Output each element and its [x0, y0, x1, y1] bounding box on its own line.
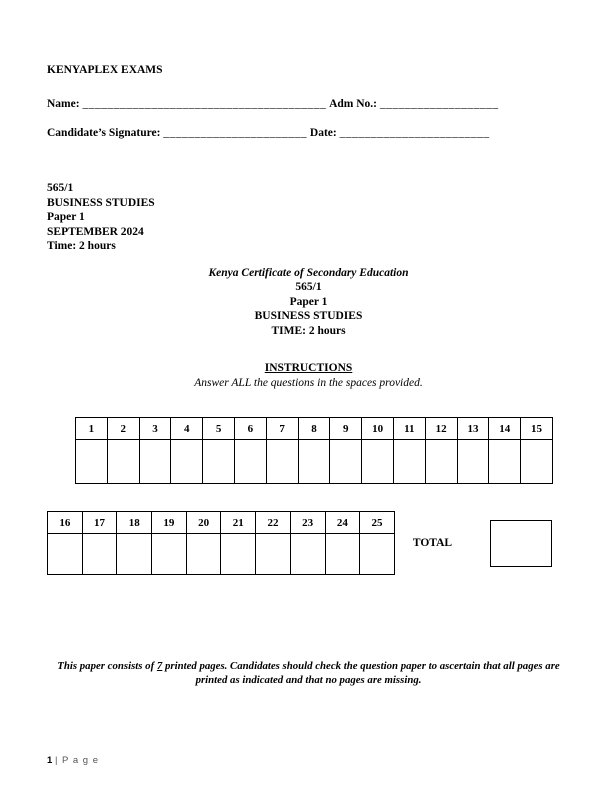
page-number-value: 1	[47, 755, 55, 766]
certificate-paper: Paper 1	[289, 295, 328, 308]
score-cell	[521, 440, 553, 484]
marks-grid2-header-row	[48, 512, 395, 534]
certificate-title-block	[47, 266, 570, 339]
exam-board-title: KENYAPLEX EXAMS	[47, 64, 163, 76]
paper-number: Paper 1	[47, 211, 85, 223]
paper-subject: BUSINESS STUDIES	[47, 196, 155, 209]
paper-session: SEPTEMBER 2024	[47, 225, 144, 238]
q-number-cell: 9	[330, 418, 362, 440]
score-cell	[221, 534, 256, 575]
score-cell	[298, 440, 330, 484]
score-cell	[330, 440, 362, 484]
q-number-cell: 11	[393, 418, 425, 440]
adm-no-label: Adm No.:	[329, 98, 377, 110]
q-number-cell: 24	[325, 512, 360, 534]
q-number-cell: 20	[186, 512, 221, 534]
q-number-cell: 25	[360, 512, 395, 534]
q-number-cell: 22	[256, 512, 291, 534]
score-cell	[256, 534, 291, 575]
score-cell	[117, 534, 152, 575]
signature-date-line	[47, 127, 570, 139]
q-number-cell: 6	[234, 418, 266, 440]
score-cell	[152, 534, 187, 575]
score-cell	[234, 440, 266, 484]
paper-details-block	[47, 181, 570, 254]
score-cell	[457, 440, 489, 484]
score-cell	[393, 440, 425, 484]
score-cell	[325, 534, 360, 575]
q-number-cell: 12	[425, 418, 457, 440]
marks-grid-questions-1-15	[75, 417, 553, 484]
certificate-time: TIME: 2 hours	[271, 324, 346, 337]
q-number-cell: 21	[221, 512, 256, 534]
instructions-text: Answer ALL the questions in the spaces provided.	[194, 377, 423, 389]
q-number-cell: 8	[298, 418, 330, 440]
q-number-cell: 4	[171, 418, 203, 440]
certificate-subject: BUSINESS STUDIES	[254, 310, 363, 322]
q-number-cell: 15	[521, 418, 553, 440]
marks-grid1-header-row	[76, 418, 553, 440]
total-score-box	[490, 520, 552, 567]
total-label: TOTAL	[412, 537, 453, 549]
marks-grid1-score-row	[76, 440, 553, 484]
pages-note-post: printed pages. Candidates should check the question paper to ascertain that all pages are printed as indicated and that no pages are missing.	[162, 660, 560, 686]
q-number-cell: 13	[457, 418, 489, 440]
instructions-block	[47, 362, 570, 389]
score-cell	[203, 440, 235, 484]
q-number-cell: 5	[203, 418, 235, 440]
date-blank-line: ________________________	[339, 127, 490, 139]
score-cell	[76, 440, 108, 484]
score-cell	[360, 534, 395, 575]
q-number-cell: 19	[152, 512, 187, 534]
q-number-cell: 23	[290, 512, 325, 534]
score-cell	[489, 440, 521, 484]
date-label: Date:	[309, 127, 337, 139]
q-number-cell: 18	[117, 512, 152, 534]
score-cell	[266, 440, 298, 484]
paper-time: Time: 2 hours	[47, 240, 116, 252]
score-cell	[362, 440, 394, 484]
adm-no-blank-line: ___________________	[379, 98, 499, 110]
certificate-code: 565/1	[295, 281, 322, 293]
q-number-cell: 17	[82, 512, 117, 534]
q-number-cell: 3	[139, 418, 171, 440]
q-number-cell: 16	[48, 512, 83, 534]
q-number-cell: 10	[362, 418, 394, 440]
pages-check-note	[47, 660, 570, 687]
certificate-title: Kenya Certificate of Secondary Education	[208, 266, 409, 279]
score-cell	[186, 534, 221, 575]
signature-blank-line: _______________________	[163, 127, 308, 139]
pages-note-pre: This paper consists of	[57, 660, 157, 672]
score-cell	[290, 534, 325, 575]
page-number-suffix: | P a g e	[54, 755, 99, 766]
q-number-cell: 2	[107, 418, 139, 440]
score-cell	[107, 440, 139, 484]
marks-grid-questions-16-25	[47, 511, 395, 575]
marks-grid2-score-row	[48, 534, 395, 575]
score-cell	[139, 440, 171, 484]
signature-label: Candidate’s Signature:	[47, 127, 161, 139]
q-number-cell: 14	[489, 418, 521, 440]
score-cell	[82, 534, 117, 575]
paper-code: 565/1	[47, 182, 74, 194]
name-adm-line	[47, 98, 570, 110]
q-number-cell: 7	[266, 418, 298, 440]
score-cell	[171, 440, 203, 484]
q-number-cell: 1	[76, 418, 108, 440]
instructions-title: INSTRUCTIONS	[264, 362, 353, 374]
page-number	[47, 755, 99, 766]
pages-count: 7	[156, 660, 163, 672]
score-cell	[425, 440, 457, 484]
name-blank-line: _______________________________________	[82, 98, 327, 110]
name-label: Name:	[47, 98, 80, 110]
score-cell	[48, 534, 83, 575]
